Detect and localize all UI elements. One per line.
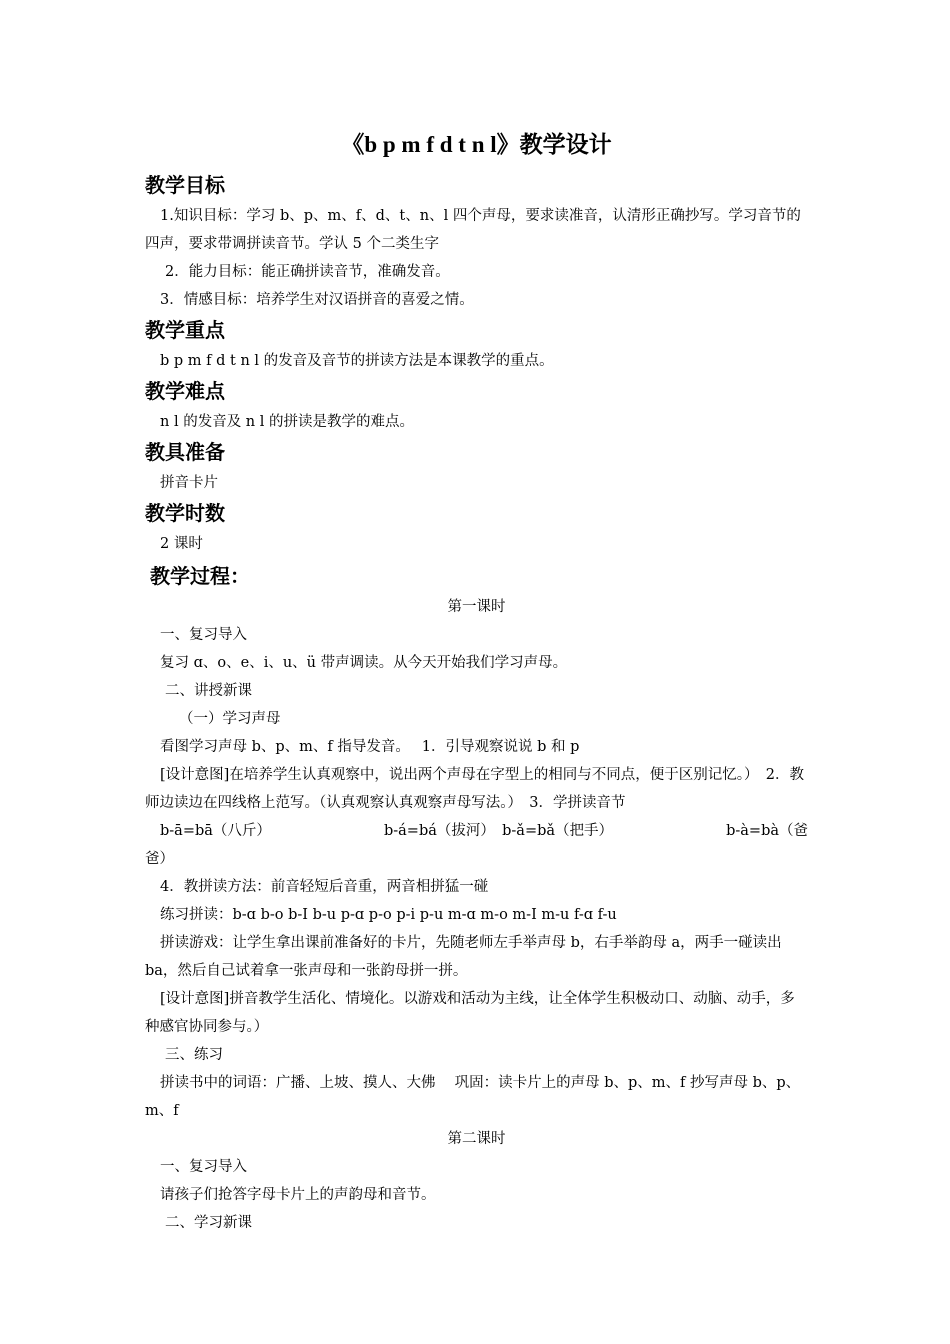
page-title: 《b p m f d t n l》教学设计 <box>341 132 612 157</box>
lesson1-title: 第一课时 <box>447 599 506 615</box>
section-heading-hours: 教学时数 <box>145 501 225 525</box>
lesson2-line: 一、复习导入 <box>160 1159 247 1175</box>
lesson1-line: [设计意图]在培养学生认真观察中，说出两个声母在字型上的相同与不同点，便于区别记忆。） 2．教师边读边在四线格上范写。（认真观察认真观察声母写法。） 3．学拼读音节 <box>145 767 805 811</box>
lesson1-line: 复习 ɑ、o、e、i、u、ü 带声调读。从今天开始我们学习声母。 <box>160 655 568 671</box>
lesson1-line: 拼读游戏：让学生拿出课前准备好的卡片，先随老师左手举声母 b，右手举韵母 a，两手一碰读出 ba，然后自己试着拿一张声母和一张韵母拼一拼。 <box>145 935 782 979</box>
lesson1-line: 4．教拼读方法：前音轻短后音重，两音相拼猛一碰 <box>160 879 489 895</box>
tools-text: 拼音卡片 <box>160 475 218 491</box>
syllable-item: b-ā=bā（八斤） <box>160 823 271 839</box>
lesson1-line: 一、复习导入 <box>160 627 247 643</box>
syllable-item: b-á=bá（拔河） b-ǎ=bǎ（把手） <box>383 823 614 839</box>
lesson1-line: 看图学习声母 b、p、m、f 指导发音。 1．引导观察说说 b 和 p <box>160 739 580 755</box>
section-heading-key: 教学重点 <box>145 318 225 342</box>
lesson1-line: 二、讲授新课 <box>165 683 252 699</box>
lesson1-line: [设计意图]拼音教学生活化、情境化。以游戏和活动为主线，让全体学生积极动口、动脑、动手，多种感官协同参与。） <box>145 991 795 1035</box>
goal-emotion: 3．情感目标：培养学生对汉语拼音的喜爱之情。 <box>160 292 474 308</box>
key-text: b p m f d t n l 的发音及音节的拼读方法是本课教学的重点。 <box>160 353 554 369</box>
lesson1-line: （一）学习声母 <box>179 711 281 727</box>
lesson2-line: 二、学习新课 <box>165 1215 252 1231</box>
section-heading-goals: 教学目标 <box>145 173 225 197</box>
document-page <box>145 118 808 1237</box>
lesson1-line: 三、练习 <box>165 1047 223 1063</box>
lesson2-title: 第二课时 <box>447 1131 506 1147</box>
syllable-tail: 爸） <box>145 851 174 867</box>
goal-knowledge: 1.知识目标：学习 b、p、m、f、d、t、n、l 四个声母，要求读准音，认清形正确抄写。学习音节的四声，要求带调拼读音节。学认 5 个二类生字 <box>145 208 801 252</box>
goal-ability: 2．能力目标：能正确拼读音节，准确发音。 <box>165 264 450 280</box>
section-heading-difficulty: 教学难点 <box>145 379 225 403</box>
hours-text: 2 课时 <box>160 536 203 552</box>
syllable-item: b-à=bà（爸 <box>726 823 808 839</box>
syllable-row <box>145 817 808 845</box>
section-heading-tools: 教具准备 <box>145 440 225 464</box>
lesson1-line: 练习拼读：b-ɑ b-o b-I b-u p-ɑ p-o p-i p-u m-ɑ m-o m-I m-u f-ɑ f-u <box>160 907 617 923</box>
lesson1-line: 拼读书中的词语：广播、上坡、摸人、大佛 巩固：读卡片上的声母 b、p、m、f 抄写声母 b、p、m、f <box>145 1075 801 1119</box>
difficulty-text: n l 的发音及 n l 的拼读是教学的难点。 <box>160 414 414 430</box>
section-heading-process: 教学过程： <box>150 564 250 588</box>
lesson2-line: 请孩子们抢答字母卡片上的声韵母和音节。 <box>160 1187 436 1203</box>
